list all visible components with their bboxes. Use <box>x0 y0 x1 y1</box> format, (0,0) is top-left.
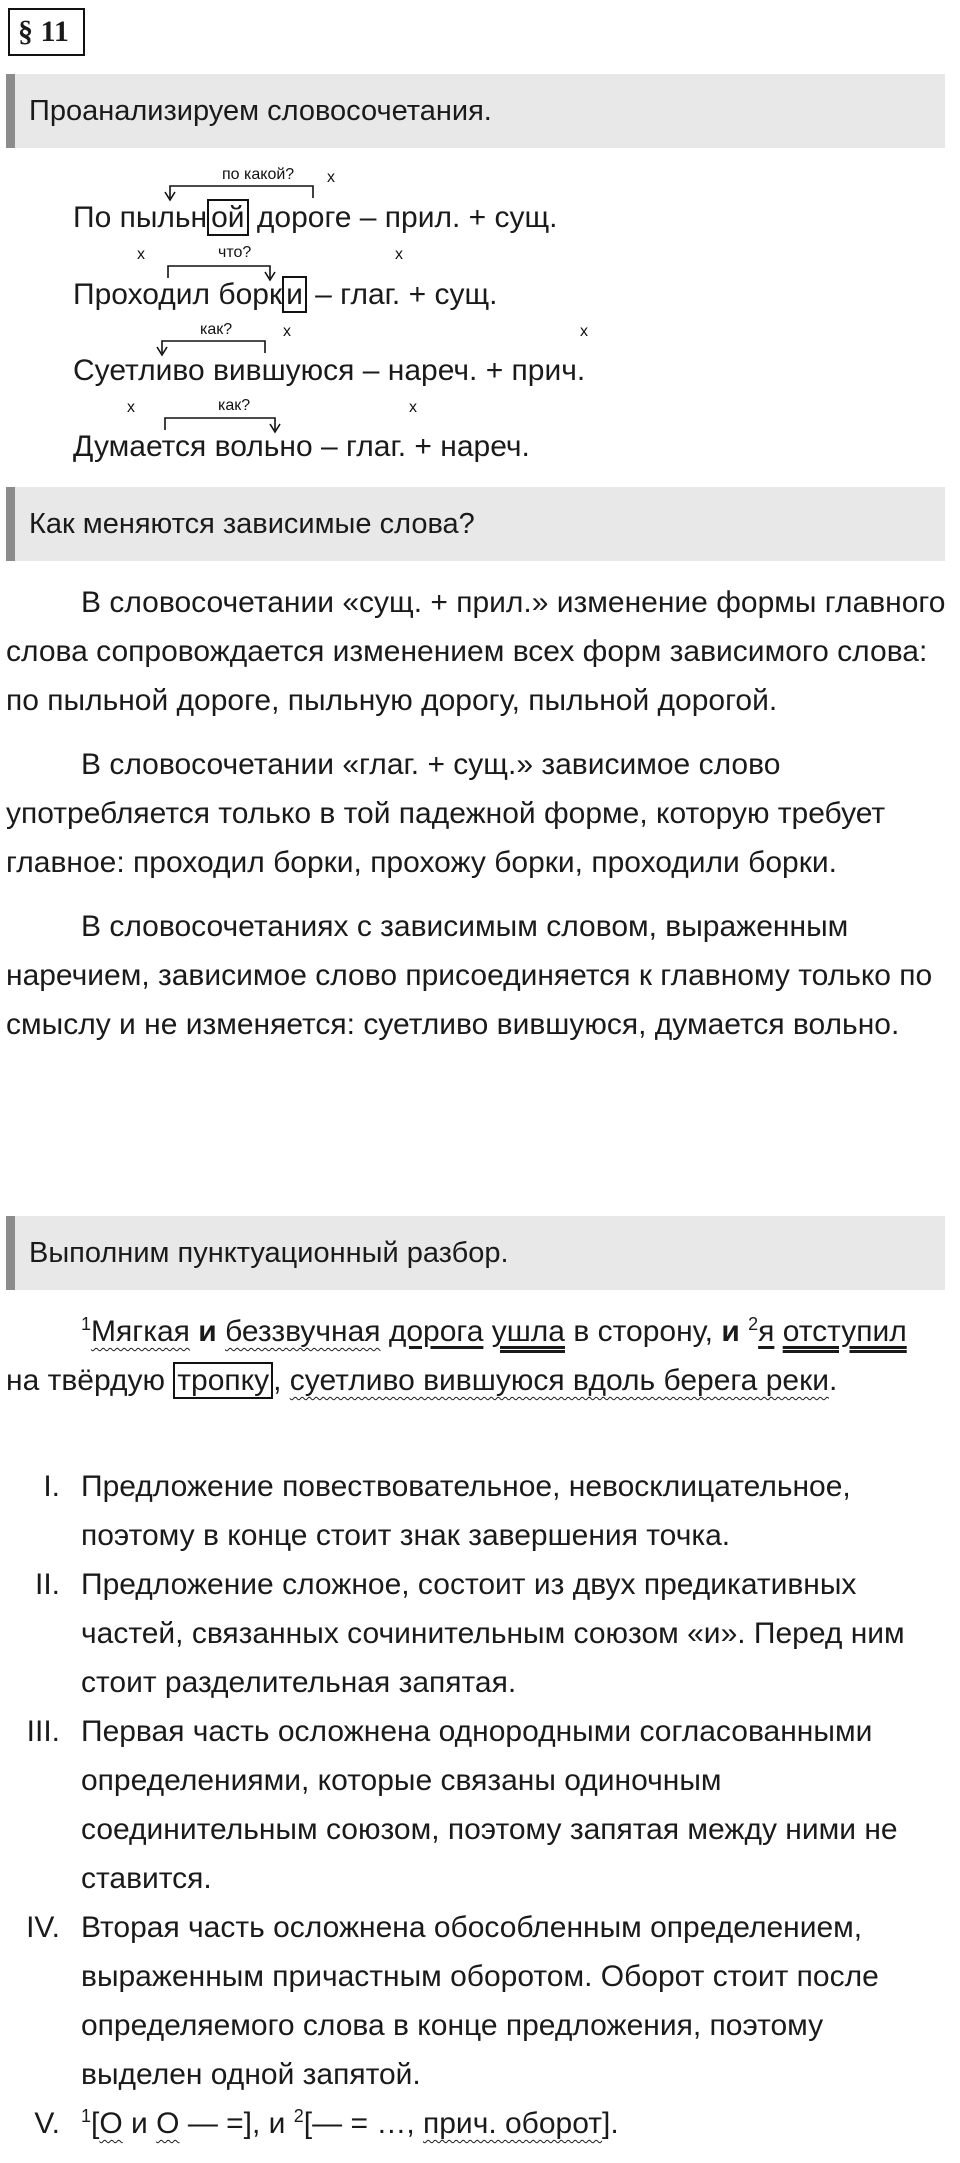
scheme-text: ]. <box>602 2107 619 2140</box>
scheme-text: [— = …, <box>303 2107 423 2140</box>
list-number: III. <box>26 1715 60 1748</box>
list-number: I. <box>43 1470 60 1503</box>
list-text: Вторая часть осложнена обособленным определением, выраженным причастным оборотом. Оборот стоит после определяемого слова в конце предложения, поэтому выделен одной запятой. <box>81 1911 879 2091</box>
list-item <box>0 1903 960 2099</box>
explanation-text <box>6 578 946 1049</box>
phrase-main: Проходил борк <box>73 278 283 311</box>
list-text: Первая часть осложнена однородными согласованными определениями, которые связаны одиночным соединительным союзом, поэтому запятая между ними не ставится. <box>81 1715 898 1895</box>
paragraph: В словосочетаниях с зависимым словом, выраженным наречием, зависимое слово присоединяется к главному только по смыслу и не изменяется: суетливо вившуюся, думается вольно. <box>6 910 933 1041</box>
sentence-line <box>6 1307 946 1405</box>
phrase-rest: дороге – прил. + сущ. <box>248 201 558 234</box>
paragraph: В словосочетании «сущ. + прил.» изменение формы главного слова сопровождается изменением всех форм зависимого слова: по пыльной дороге, пыльную дорогу, пыльной дорогой. <box>6 586 946 717</box>
sentence-scheme <box>81 2099 951 2148</box>
ending-box: ой <box>207 199 248 236</box>
part-number: 1 <box>81 2106 92 2126</box>
attribute-word: Мягкая <box>91 1315 190 1348</box>
list-number: V. <box>34 2107 60 2140</box>
scheme-participial: прич. оборот <box>423 2107 602 2140</box>
defined-word-box: тропку <box>173 1362 273 1399</box>
scheme-attribute: О <box>99 2107 123 2140</box>
analysis-list <box>0 1462 960 2148</box>
list-number: IV. <box>26 1911 60 1944</box>
band-punctuation: Выполним пунктуационный разбор. <box>6 1216 945 1290</box>
phrase-1 <box>73 198 558 238</box>
scheme-text: — =], и <box>179 2107 294 2140</box>
question-label: по какой? <box>222 166 295 183</box>
phrase-rest: – глаг. + сущ. <box>306 278 498 311</box>
predicate-word: отступил <box>782 1315 907 1348</box>
plain-text: на твёрдую <box>6 1364 174 1397</box>
question-label: что? <box>218 244 252 261</box>
head-marker: х <box>127 399 135 416</box>
scheme-text: и <box>122 2107 157 2140</box>
plain-text: в сторону, <box>565 1315 722 1348</box>
scheme-attribute: О <box>156 2107 180 2140</box>
example-sentence <box>6 1307 946 1405</box>
part-number: 1 <box>81 1314 92 1334</box>
subject-word: дорога <box>388 1315 484 1348</box>
participial-phrase: суетливо вившуюся вдоль берега реки <box>289 1364 829 1397</box>
attribute-word: беззвучная <box>225 1315 381 1348</box>
head-marker: х <box>137 246 145 263</box>
head-marker: х <box>395 246 403 263</box>
question-label: как? <box>200 321 233 338</box>
plain-text: . <box>828 1364 838 1397</box>
phrase-main: По пыльн <box>73 201 208 234</box>
section-badge: § 11 <box>8 8 85 56</box>
conjunction: и <box>721 1315 740 1348</box>
plain-text: , <box>273 1364 290 1397</box>
list-number: II. <box>34 1568 60 1601</box>
subject-word: я <box>758 1315 775 1348</box>
part-number: 2 <box>293 2106 304 2126</box>
list-item <box>0 1707 960 1903</box>
question-label: как? <box>218 397 251 414</box>
predicate-word: ушла <box>491 1315 565 1348</box>
scheme-text: [ <box>91 2107 100 2140</box>
head-marker: х <box>580 323 588 340</box>
list-text: Предложение сложное, состоит из двух предикативных частей, связанных сочинительным союзом «и». Перед ним стоит разделительная запятая. <box>81 1568 905 1699</box>
part-number: 2 <box>748 1314 759 1334</box>
list-text: Предложение повествовательное, невосклицательное, поэтому в конце стоит знак завершения точка. <box>81 1470 851 1552</box>
ending-box: и <box>282 276 307 313</box>
list-item <box>0 1462 960 1560</box>
band-analyze: Проанализируем словосочетания. <box>6 74 945 148</box>
paragraph: В словосочетании «глаг. + сущ.» зависимое слово употребляется только в той падежной форме, которую требует главное: проходил борки, прохожу борки, проходили борки. <box>6 748 886 879</box>
head-marker: х <box>327 169 335 186</box>
conjunction: и <box>198 1315 217 1348</box>
phrase-3: Суетливо вившуюся – нареч. + прич. <box>73 354 586 387</box>
head-marker: х <box>283 323 291 340</box>
list-item <box>0 1560 960 1707</box>
list-item-scheme <box>0 2099 960 2148</box>
head-marker: х <box>409 399 417 416</box>
band-dependent-words: Как меняются зависимые слова? <box>6 487 945 561</box>
phrase-2 <box>73 275 497 315</box>
phrase-4: Думается вольно – глаг. + нареч. <box>73 430 530 463</box>
